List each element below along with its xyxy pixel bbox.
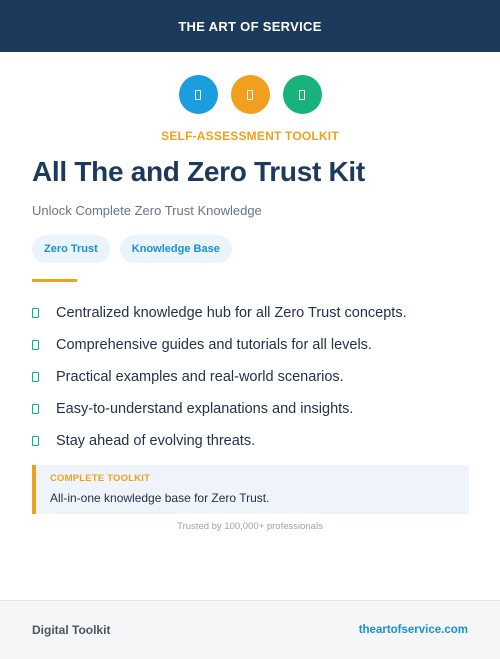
tag-list (32, 235, 232, 263)
feature-text: Stay ahead of evolving threats. (56, 433, 256, 449)
accent-divider (32, 279, 77, 282)
feature-item (32, 361, 472, 393)
feature-item (32, 297, 472, 329)
feature-list (32, 297, 472, 457)
website-link[interactable]: theartofservice.com (358, 624, 468, 636)
brand-name: THE ART OF SERVICE (178, 18, 322, 34)
tag-knowledge-base[interactable]: Knowledge Base (120, 235, 232, 263)
checkbox-icon (32, 436, 39, 446)
page-title: All The and Zero Trust Kit (32, 156, 365, 187)
feature-item (32, 393, 472, 425)
feature-text: Practical examples and real-world scenarios. (56, 369, 344, 385)
callout-label: COMPLETE TOOLKIT (50, 473, 151, 484)
callout-description: All-in-one knowledge base for Zero Trust. (50, 491, 270, 505)
feature-text: Easy-to-understand explanations and insights. (56, 401, 354, 417)
icon-row (0, 75, 500, 114)
footer-bar (0, 600, 500, 659)
checkbox-icon (32, 372, 39, 382)
checkbox-icon (32, 308, 39, 318)
toolkit-callout (32, 465, 469, 514)
checkbox-icon (32, 404, 39, 414)
feature-item (32, 329, 472, 361)
header-bar (0, 0, 500, 52)
page-subtitle: Unlock Complete Zero Trust Knowledge (32, 203, 262, 218)
feature-text: Comprehensive guides and tutorials for all levels. (56, 337, 372, 353)
orange-document-icon (231, 75, 270, 114)
trusted-note: Trusted by 100,000+ professionals (177, 521, 323, 532)
feature-item (32, 425, 472, 457)
feature-text: Centralized knowledge hub for all Zero Trust concepts. (56, 305, 407, 321)
blue-document-icon (179, 75, 218, 114)
checkbox-icon (32, 340, 39, 350)
tag-zero-trust[interactable]: Zero Trust (32, 235, 110, 263)
footer-label: Digital Toolkit (32, 623, 111, 637)
green-document-icon (283, 75, 322, 114)
kicker-label: SELF-ASSESSMENT TOOLKIT (161, 129, 339, 143)
